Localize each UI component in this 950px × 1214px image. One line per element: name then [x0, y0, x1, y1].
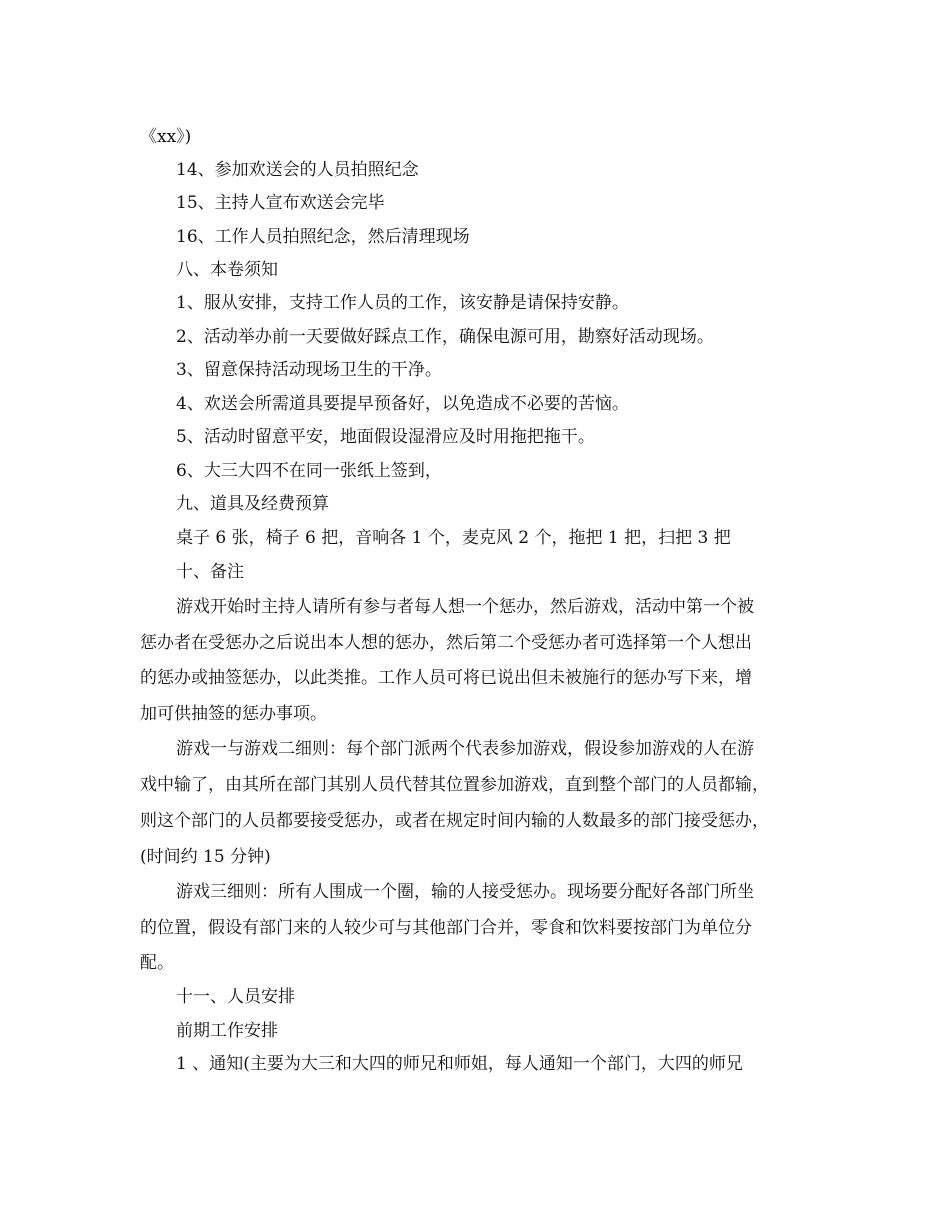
text-line-10: 5、活动时留意平安，地面假设湿滑应及时用拖把拖干。 — [176, 427, 595, 447]
text-line-15: 游戏开始时主持人请所有参与者每人想一个惩办，然后游戏，活动中第一个被 — [176, 597, 754, 617]
text-line-07: 2、活动举办前一天要做好踩点工作，确保电源可用，勘察好活动现场。 — [176, 327, 714, 347]
text-line-23: 游戏三细则：所有人围成一个圈，输的人接受惩办。现场要分配好各部门所坐 — [176, 882, 754, 902]
text-line-18: 加可供抽签的惩办事项。 — [140, 704, 327, 724]
text-line-13: 桌子 6 张，椅子 6 把，音响各 1 个，麦克风 2 个，拖把 1 把，扫把 3 把 — [176, 528, 731, 548]
text-line-03: 15、主持人宣布欢送会完毕 — [176, 193, 385, 213]
section-heading-10: 十、备注 — [176, 562, 244, 582]
text-line-28: 1 、通知(主要为大三和大四的师兄和师姐，每人通知一个部门，大四的师兄 — [176, 1054, 743, 1074]
section-heading-9: 九、道具及经费预算 — [176, 494, 329, 514]
text-line-02: 14、参加欢送会的人员拍照纪念 — [176, 160, 419, 180]
text-line-19: 游戏一与游戏二细则：每个部门派两个代表参加游戏，假设参加游戏的人在游 — [176, 739, 754, 759]
text-line-09: 4、欢送会所需道具要提早预备好，以免造成不必要的苦恼。 — [176, 394, 629, 414]
text-line-17: 的惩办或抽签惩办，以此类推。工作人员可将已说出但未被施行的惩办写下来，增 — [140, 668, 752, 688]
text-line-22: (时间约 15 分钟) — [140, 847, 271, 867]
text-line-01: 《xx》) — [140, 127, 192, 147]
text-line-04: 16、工作人员拍照纪念，然后清理现场 — [176, 227, 470, 247]
text-line-24: 的位置，假设有部门来的人较少可与其他部门合并，零食和饮料要按部门为单位分 — [140, 918, 752, 938]
text-line-11: 6、大三大四不在同一张纸上签到， — [176, 461, 442, 481]
section-heading-8: 八、本卷须知 — [176, 260, 278, 280]
text-line-08: 3、留意保持活动现场卫生的干净。 — [176, 360, 442, 380]
text-line-16: 惩办者在受惩办之后说出本人想的惩办，然后第二个受惩办者可选择第一个人想出 — [140, 633, 752, 653]
text-line-25: 配。 — [140, 953, 174, 973]
text-line-27: 前期工作安排 — [176, 1021, 278, 1041]
text-line-21: 则这个部门的人员都要接受惩办，或者在规定时间内输的人数最多的部门接受惩办， — [140, 811, 769, 831]
text-line-06: 1、服从安排，支持工作人员的工作，该安静是请保持安静。 — [176, 293, 629, 313]
section-heading-11: 十一、人员安排 — [176, 987, 295, 1007]
text-line-20: 戏中输了，由其所在部门其别人员代替其位置参加游戏，直到整个部门的人员都输， — [140, 775, 769, 795]
